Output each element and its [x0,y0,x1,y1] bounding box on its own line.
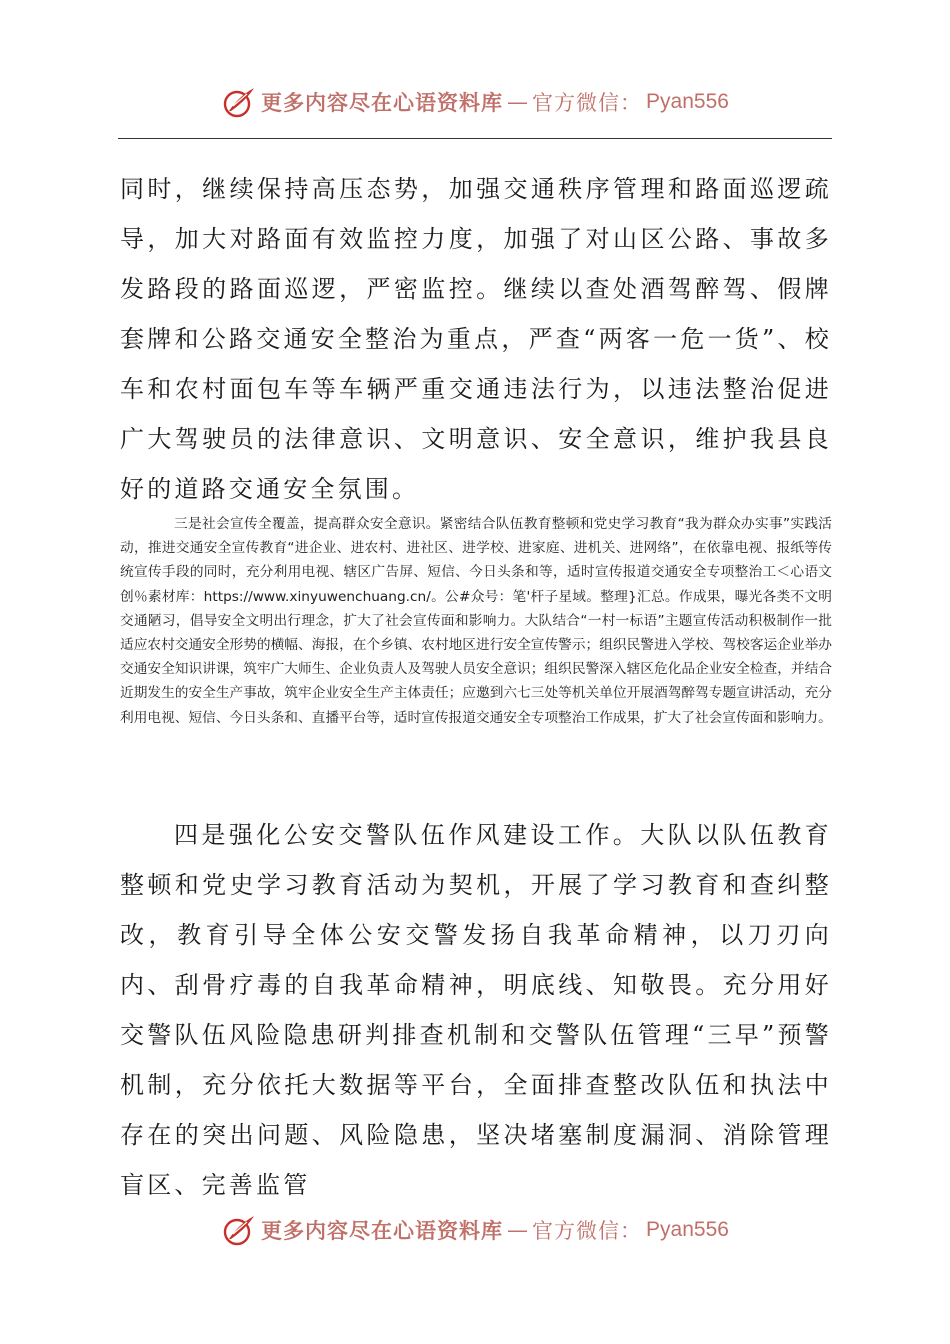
header-divider [118,138,832,139]
footer-brand-text: 更多内容尽在心语资料库 [261,1218,504,1243]
footer-account: Pyan556 [646,1218,729,1241]
header-account: Pyan556 [646,90,729,113]
body-paragraph-2: 三是社会宣传全覆盖，提高群众安全意识。紧密结合队伍教育整顿和党史学习教育“我为群众办实事”实践活动，推进交通安全宣传教育“进企业、进农村、进社区、进学校、进家庭、进机关、进网络”，在依靠电视、报纸等传统宣传手段的同时，充分利用电视、辖区广告屏、短信、今日头条和等，适时宣传报道交通安全专项整治工＜心语文创％素材库：https://www.xinyuwenchuang.cn/。公#众号：笔'杆子星域。整理}汇总。作成果，曝光各类不文明交通陋习，倡导安全文明出行理念，扩大了社会宣传面和影响力。大队结合“一村一标语”主题宣传活动积极制作一批适应农村交通安全形势的横幅、海报，在个乡镇、农村地区进行安全宣传警示；组织民警进入学校、驾校客运企业举办交通安全知识讲课，筑牢广大师生、企业负责人及驾驶人员安全意识；组织民警深入辖区危化品企业安全检查，并结合近期发生的安全生产事故，筑牢企业安全生产主体责任；应邀到六七三处等机关单位开展酒驾醉驾专题宣讲活动，充分利用电视、短信、今日头条和、直播平台等，适时宣传报道交通安全专项整治工作成果，扩大了社会宣传面和影响力。 [120,516,832,726]
header-separator: — [507,90,529,114]
quill-logo-icon [221,1212,257,1248]
header-banner [0,82,950,122]
footer-separator: — [507,1218,529,1242]
header-wechat-label: 官方微信： [532,91,643,115]
body-paragraph-3: 四是强化公安交警队伍作风建设工作。大队以队伍教育整顿和党史学习教育活动为契机，开展了学习教育和查纠整改，教育引导全体公安交警发扬自我革命精神，以刀刃向内、刮骨疗毒的自我革命精神，明底线、知敬畏。充分用好交警队伍风险隐患研判排查机制和交警队伍管理“三早”预警机制，充分依托大数据等平台，全面排查整改队伍和执法中存在的突出问题、风险隐患，坚决堵塞制度漏洞、消除管理盲区、完善监管 [120,821,832,1199]
body-paragraph-1: 同时，继续保持高压态势，加强交通秩序管理和路面巡逻疏导，加大对路面有效监控力度，加强了对山区公路、事故多发路段的路面巡逻，严密监控。继续以查处酒驾醉驾、假牌套牌和公路交通安全整治为重点，严查“两客一危一货”、校车和农村面包车等车辆严重交通违法行为，以违法整治促进广大驾驶员的法律意识、文明意识、安全意识，维护我县良好的道路交通安全氛围。 [120,175,832,503]
header-brand-text: 更多内容尽在心语资料库 [261,90,504,115]
footer-banner [0,1210,950,1250]
quill-logo-icon [221,84,257,120]
footer-wechat-label: 官方微信： [532,1219,643,1243]
